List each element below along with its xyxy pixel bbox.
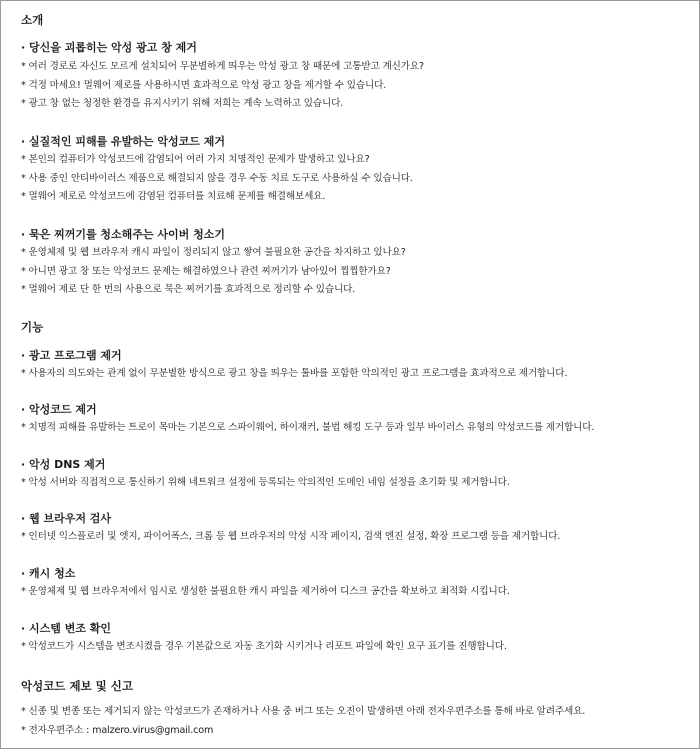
list-item: * 여러 경로로 자신도 모르게 설치되어 무분별하게 띄우는 악성 광고 창 때문에 고통받고 계신가요? xyxy=(21,61,424,72)
group-title: · 시스템 변조 확인 xyxy=(21,622,112,635)
feature-adware-lines xyxy=(21,365,567,384)
list-item: * 광고 창 없는 청정한 환경을 유지시키기 위해 저희는 계속 노력하고 있습니다. xyxy=(21,98,344,109)
intro-group-malware xyxy=(21,135,225,149)
intro-group-adware xyxy=(21,41,197,55)
intro-group-adware-lines xyxy=(21,58,424,114)
list-item: * 아니면 광고 창 또는 악성코드 문제는 해결하였으나 관련 찌꺼기가 남아있어 찝찝한가요? xyxy=(21,265,391,277)
feature-browser xyxy=(21,512,111,526)
intro-group-cleaner-lines xyxy=(21,244,406,300)
intro-section xyxy=(21,13,43,27)
feature-malware-lines xyxy=(21,419,594,438)
group-title: · 실질적인 피해를 유발하는 악성코드 제거 xyxy=(21,135,225,148)
feature-dns xyxy=(21,458,105,472)
list-item: * 악성 서버와 직접적으로 통신하기 위해 네트워크 설정에 등록되는 악의적인 도메인 네임 설정을 초기화 및 제거합니다. xyxy=(21,477,510,488)
list-item: * 사용자의 의도와는 관계 없이 무분별한 방식으로 광고 창을 띄우는 툴바를 포함한 악의적인 광고 프로그램을 효과적으로 제거합니다. xyxy=(21,368,568,379)
list-item: * 멀웨어 제로 단 한 번의 사용으로 묵은 찌꺼기를 효과적으로 정리할 수 있습니다. xyxy=(21,284,356,295)
list-item: * 인터넷 익스플로러 및 엣지, 파이어폭스, 크롬 등 웹 브라우저의 악성 시작 페이지, 검색 엔진 설정, 확장 프로그램 등을 제거합니다. xyxy=(21,531,561,542)
group-title: · 광고 프로그램 제거 xyxy=(21,349,122,362)
feature-cache xyxy=(21,567,75,581)
intro-title: 소개 xyxy=(21,13,44,27)
group-title: · 캐시 청소 xyxy=(21,567,76,580)
list-item: * 본인의 컴퓨터가 악성코드에 감염되어 여러 가지 치명적인 문제가 발생하고 있나요? xyxy=(21,154,370,165)
list-item: * 운영체제 및 웹 브라우저 캐시 파일이 정리되지 않고 쌓여 불필요한 공간을 차지하고 있나요? xyxy=(21,247,406,258)
feature-malware xyxy=(21,403,97,417)
intro-group-cleaner xyxy=(21,228,225,242)
feature-browser-lines xyxy=(21,528,560,547)
list-item: * 악성코드가 시스템을 변조시켰을 경우 기본값으로 자동 초기화 시키거나 리포트 파일에 확인 요구 표기를 진행합니다. xyxy=(21,641,507,652)
group-title: · 당신을 괴롭히는 악성 광고 창 제거 xyxy=(21,41,197,54)
features-title: 기능 xyxy=(21,320,44,334)
group-title: · 악성코드 제거 xyxy=(21,403,97,416)
feature-system-lines xyxy=(21,638,507,657)
feature-dns-lines xyxy=(21,474,510,493)
group-title: · 악성 DNS 제거 xyxy=(21,458,106,471)
list-item: * 신종 및 변종 또는 제거되지 않는 악성코드가 존재하거나 사용 중 버그 또는 오진이 발생하면 아래 전자우편주소를 통해 바로 알려주세요. xyxy=(21,706,586,717)
intro-group-malware-lines xyxy=(21,151,413,207)
email-line: * 전자우편주소 : malzero.virus@gmail.com xyxy=(21,724,214,736)
group-title: · 웹 브라우저 검사 xyxy=(21,512,112,525)
list-item: * 멀웨어 제로로 악성코드에 감염된 컴퓨터를 치료해 문제를 해결해보세요. xyxy=(21,191,326,202)
features-section xyxy=(21,320,43,334)
feature-adware xyxy=(21,349,122,363)
group-title: · 묵은 찌꺼기를 청소해주는 사이버 청소기 xyxy=(21,228,225,241)
report-title: 악성코드 제보 및 신고 xyxy=(21,679,133,693)
list-item: * 사용 중인 안티바이러스 제품으로 해결되지 않을 경우 수동 치료 도구로 사용하실 수 있습니다. xyxy=(21,172,413,184)
report-lines xyxy=(21,703,585,740)
list-item: * 운영체제 및 웹 브라우저에서 임시로 생성한 불필요한 캐시 파일을 제거하여 디스크 공간을 확보하고 최적화 시킵니다. xyxy=(21,586,510,597)
feature-system xyxy=(21,622,111,636)
list-item: * 치명적 피해를 유발하는 트로이 목마는 기본으로 스파이웨어, 하이재커, 불법 해킹 도구 등과 일부 바이러스 유형의 악성코드를 제거합니다. xyxy=(21,422,595,433)
list-item: * 걱정 마세요! 멀웨어 제로를 사용하시면 효과적으로 악성 광고 창을 제거할 수 있습니다. xyxy=(21,79,387,91)
feature-cache-lines xyxy=(21,583,510,602)
report-section xyxy=(21,679,133,693)
